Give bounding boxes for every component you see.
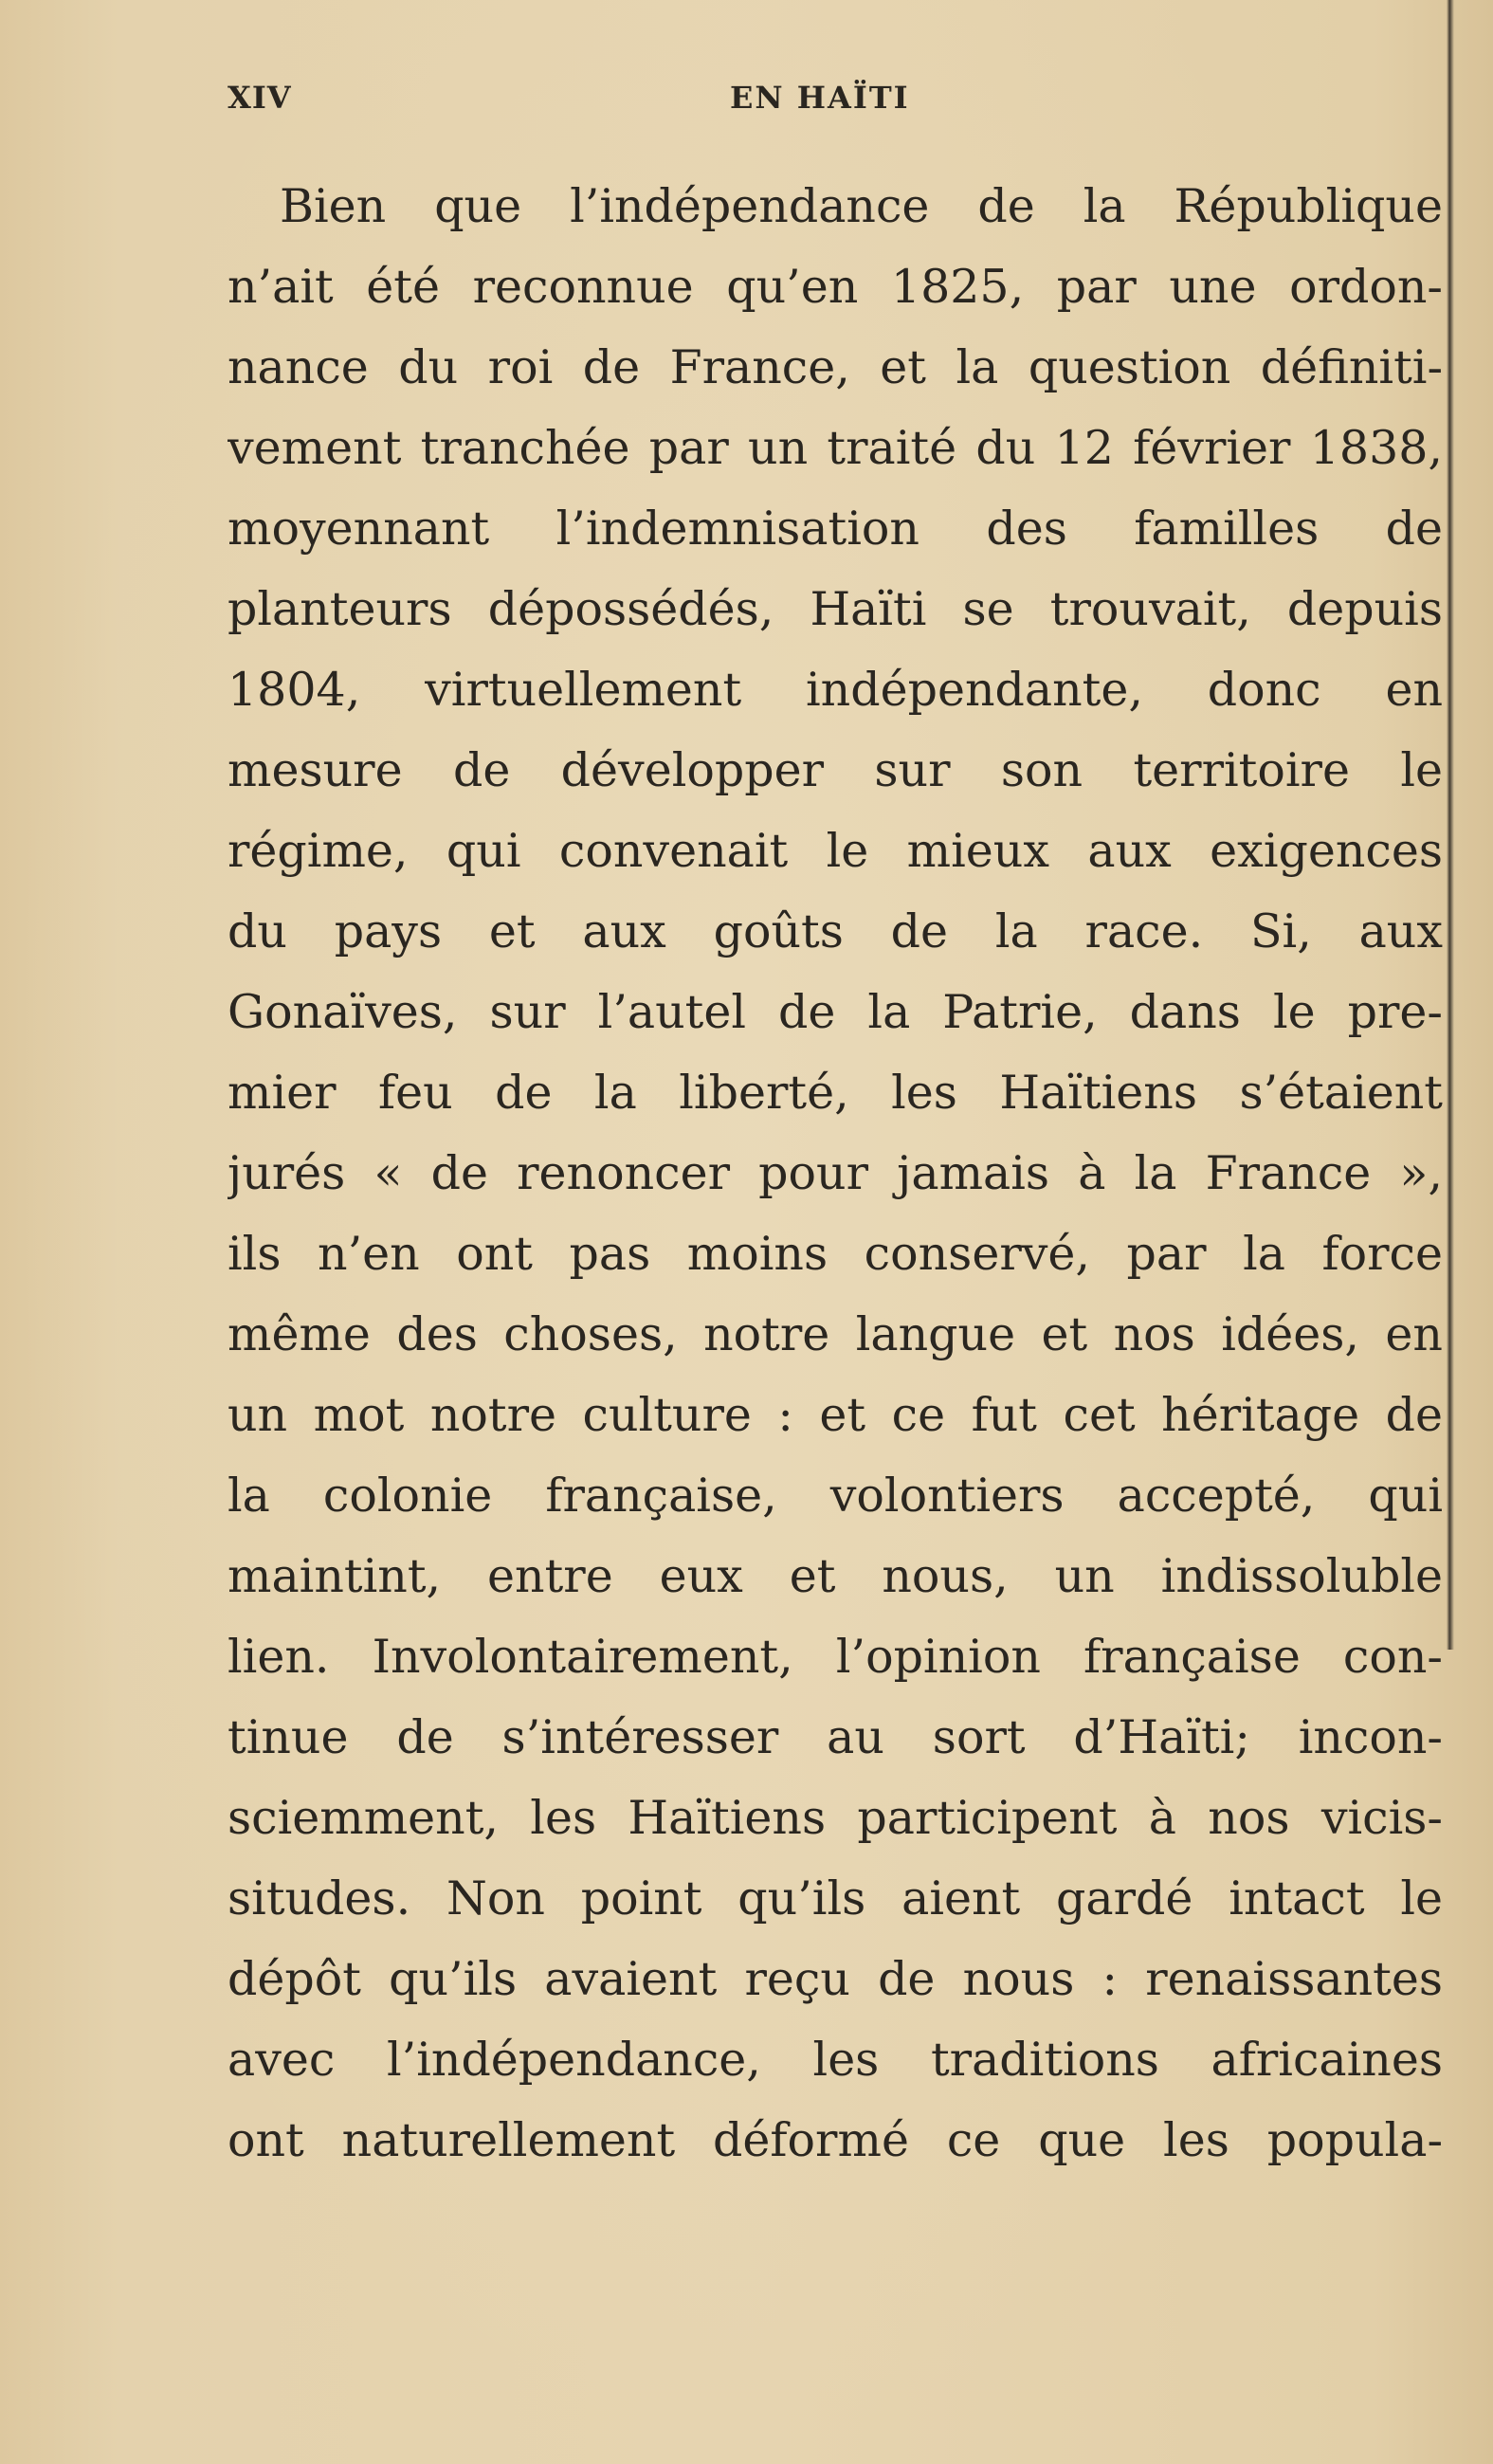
text-line: lien. Involontairement, l’opinion française con- [228,1630,1443,1684]
text-line: un mot notre culture : et ce fut cet héritage de [228,1388,1443,1442]
body-paragraph [228,166,1443,2181]
text-line: mier feu de la liberté, les Haïtiens s’étaient [228,1066,1443,1120]
text-line: mesure de développer sur son territoire le [228,743,1443,797]
page-number: XIV [228,80,292,116]
text-line: 1804, virtuellement indépendante, donc en [228,663,1443,717]
text-line: du pays et aux goûts de la race. Si, aux [228,904,1443,958]
text-line: n’ait été reconnue qu’en 1825, par une ordon- [228,260,1443,314]
running-head [228,80,1436,118]
text-line: maintint, entre eux et nous, un indissoluble [228,1549,1443,1603]
text-line: la colonie française, volontiers accepté, qui [228,1469,1443,1523]
text-line: Gonaïves, sur l’autel de la Patrie, dans le pre- [228,985,1443,1039]
text-line: ont naturellement déformé ce que les popula- [228,2113,1443,2167]
text-line: régime, qui convenait le mieux aux exigences [228,824,1443,878]
text-line: tinue de s’intéresser au sort d’Haïti; incon- [228,1710,1443,1764]
text-line: sciemment, les Haïtiens participent à nos vicis- [228,1791,1443,1845]
text-line: même des choses, notre langue et nos idées, en [228,1307,1443,1361]
text-line: ils n’en ont pas moins conservé, par la force [228,1227,1443,1281]
text-line: dépôt qu’ils avaient reçu de nous : renaissantes [228,1952,1443,2006]
text-line: Bien que l’indépendance de la République [280,179,1443,233]
running-title: EN HAÏTI [730,80,910,116]
text-line: planteurs dépossédés, Haïti se trouvait, depuis [228,582,1443,636]
text-line: vement tranchée par un traité du 12 février 1838, [228,421,1443,475]
text-line: avec l’indépendance, les traditions africaines [228,2033,1443,2087]
text-line: moyennant l’indemnisation des familles de [228,502,1443,556]
page-edge-shadow [1447,0,1454,1650]
text-line: nance du roi de France, et la question définiti- [228,340,1443,394]
text-line: jurés « de renoncer pour jamais à la France », [228,1146,1443,1200]
text-line: situdes. Non point qu’ils aient gardé intact le [228,1871,1443,1926]
